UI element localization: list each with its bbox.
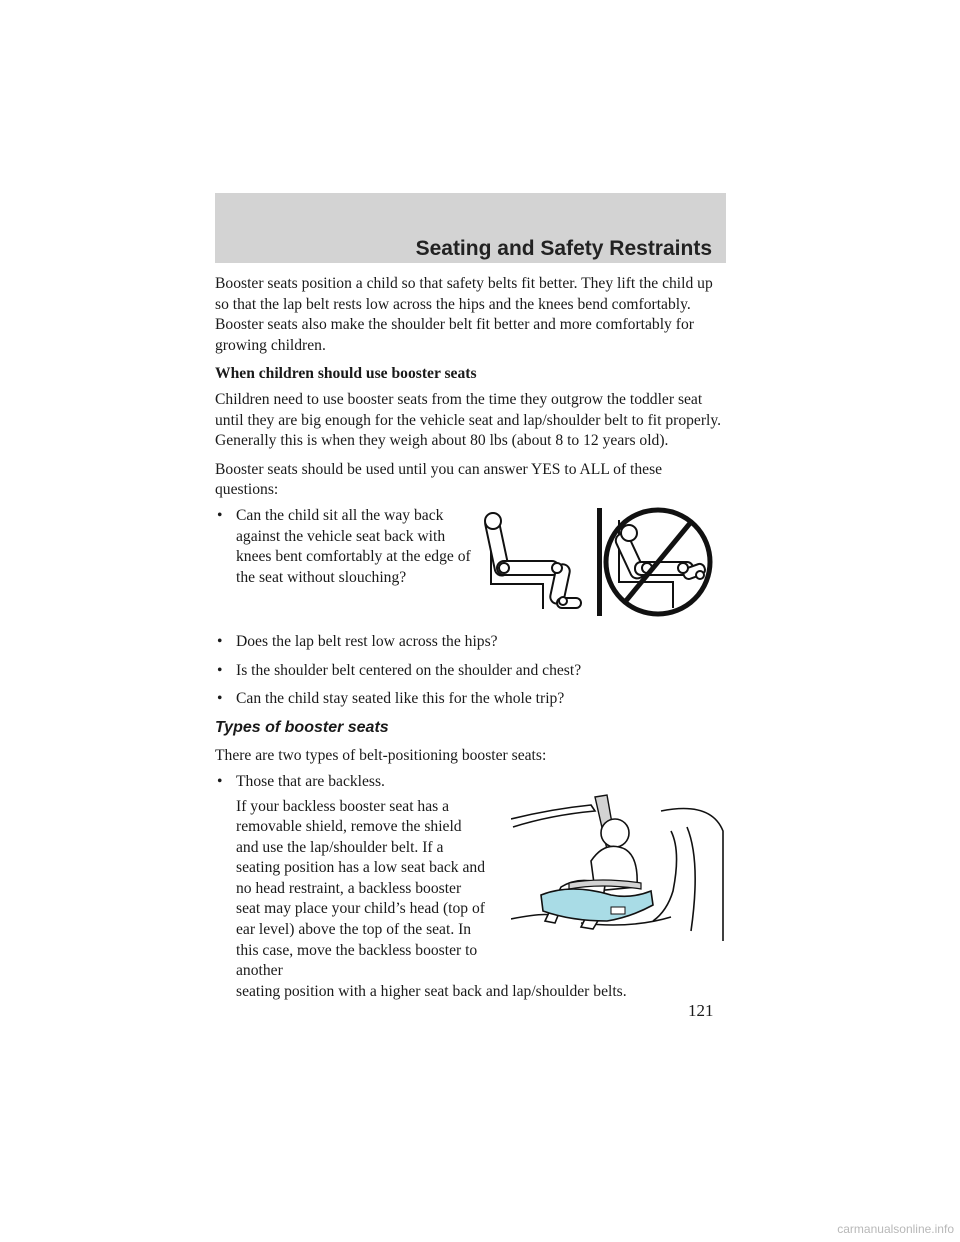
when-heading: When children should use booster seats — [215, 365, 477, 383]
vehicle-window-line — [511, 805, 595, 827]
question-item — [215, 689, 727, 710]
type-text: Those that are backless. — [236, 772, 385, 790]
posture-comparison-illustration — [477, 506, 727, 624]
backless-booster-text-continued: seating position with a higher seat back and lap/shoulder belts. — [236, 982, 627, 1000]
bullet-glyph: • — [217, 506, 223, 524]
question-with-figure — [215, 506, 727, 624]
questions-intro: Booster seats should be used until you can answer YES to ALL of these questions: — [215, 460, 663, 499]
backless-booster-section — [215, 797, 727, 982]
question-text: Does the lap belt rest low across the hips? — [236, 632, 498, 650]
bullet-glyph: • — [217, 690, 223, 708]
question-item — [215, 506, 471, 624]
type-item — [215, 772, 727, 793]
bullet-glyph: • — [217, 661, 223, 679]
when-paragraph: Children need to use booster seats from the time they outgrow the toddler seat until they are big enough for the vehicle seat and lap/shoulder belt to fit properly. Generally this is when they weigh about 80 lbs (about 8 to 12 years old). — [215, 390, 722, 450]
booster-seat-label-icon — [611, 907, 625, 914]
types-intro: There are two types of belt-positioning booster seats: — [215, 747, 547, 765]
booster-seat-cushion — [541, 889, 653, 921]
watermark-text: carmanualsonline.info — [837, 1222, 954, 1236]
bullet-glyph: • — [217, 772, 223, 790]
child-head — [601, 819, 629, 847]
question-text: Can the child sit all the way back against the vehicle seat back with knees bent comfortably at the edge of the seat without slouching? — [236, 506, 471, 586]
page-number: 121 — [688, 1001, 714, 1020]
header-band — [215, 193, 726, 263]
figure-divider — [597, 508, 602, 616]
question-item — [215, 661, 727, 682]
intro-paragraph: Booster seats position a child so that safety belts fit better. They lift the child up so that the lap belt rests low across the hips and the knees bend comfortably. Booster seats also make the shoulder belt fit better and more comfortably for growing children. — [215, 275, 713, 354]
page-section-title: Seating and Safety Restraints — [415, 237, 712, 260]
question-item — [215, 632, 727, 653]
question-text: Is the shoulder belt centered on the shoulder and chest? — [236, 661, 582, 679]
bullet-glyph: • — [217, 632, 223, 650]
backless-booster-text: If your backless booster seat has a removable shield, remove the shield and use the lap/shoulder belt. If a seating position has a low seat back and no head restraint, a backless booster seat may place your child’s head (top of ear level) above the top of the seat. In this case, move the backless booster to another — [236, 797, 486, 980]
question-text: Can the child stay seated like this for the whole trip? — [236, 690, 565, 708]
types-heading: Types of booster seats — [215, 718, 389, 736]
backless-booster-illustration — [511, 791, 727, 941]
page-content — [215, 274, 727, 1002]
